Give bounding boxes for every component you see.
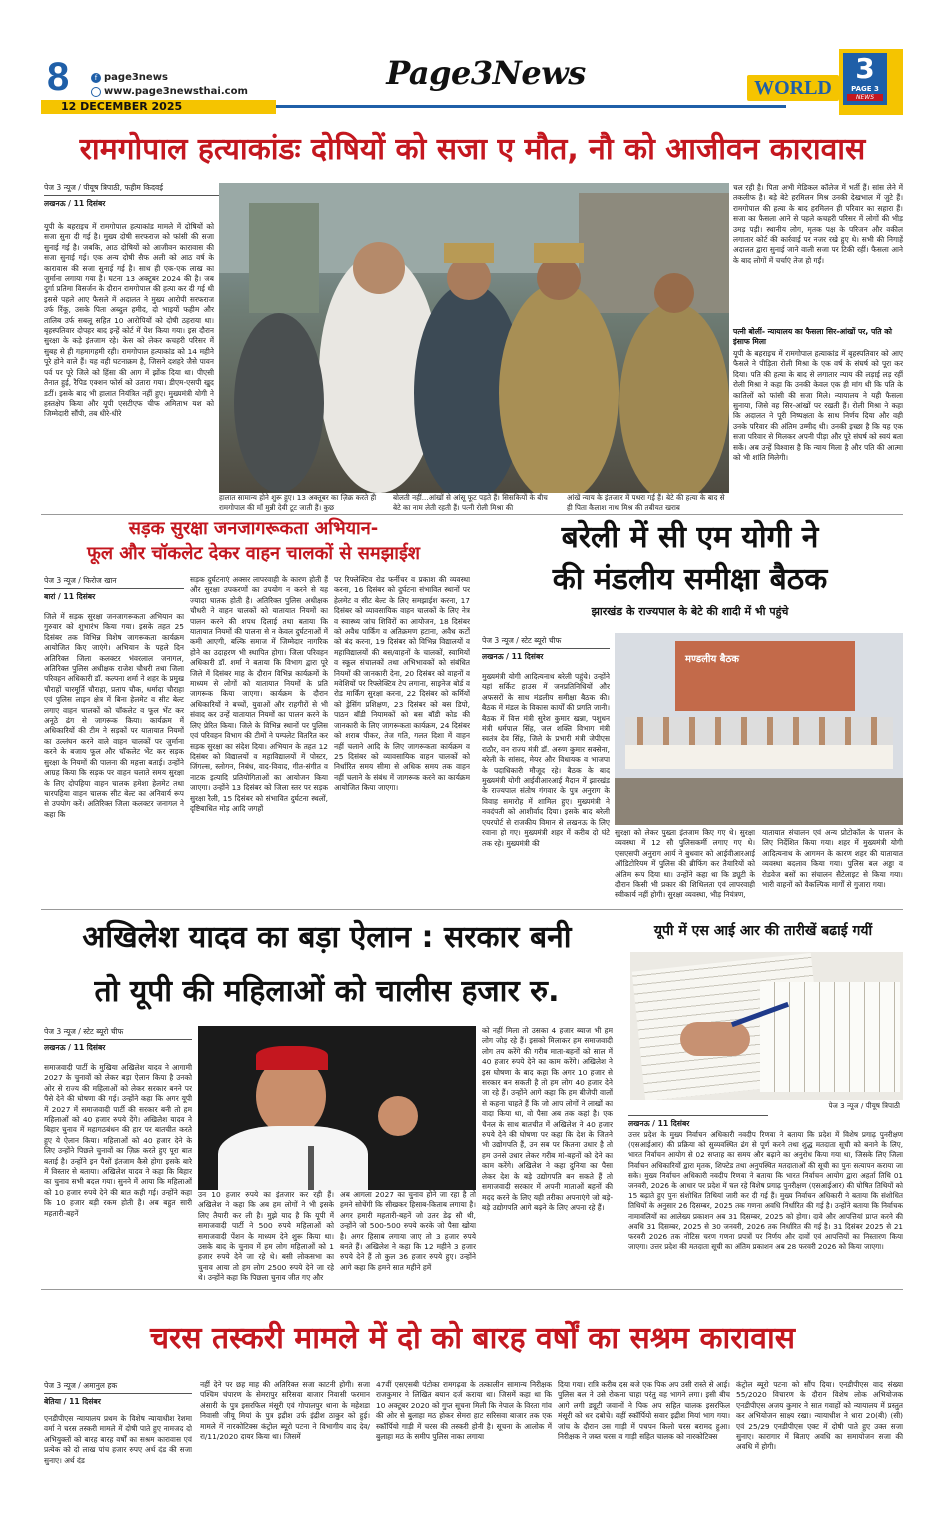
story6-col4: दिया गया। रात्रि करीब दस बजे एक पिक अप उसी रास्ते से आई। पुलिस बल ने उसे रोकना चाहा परंतु वह भागने लगा। इसी बीच आगे लगी ड्यूटी जवानों ने पिक अप सहित चालक इसरफिल मंसूरी को धर दबोचे। वहीं स्कॉर्पियो सवार इद्रीश मियां भाग गया। जांच के दौरान उस गाड़ी में पचपन किलो चरस बरामद हुआ। निरीक्षक ने जब्त चरस व गाड़ी सहित चालक को नारकोटिक्स xyxy=(558,1380,730,1442)
story2-col2: सड़क दुर्घटनाएं अक्सर लापरवाही के कारण होती हैं और सुरक्षा उपकरणों का उपयोग न करने से यह ज्यादा घातक होती है। अतिरिक्त पुलिस अधीक्षक चौधरी ने वाहन चालकों को यातायात नियमों का पालन करने की शपथ दिलाई तथा बताया कि यातायात नियमों की पालना से न केवल दुर्घटनाओं में कमी आएगी, बल्कि समाज में जिम्मेदार नागरिक होने का उदाहरण भी स्थापित होगा। जिला परिवहन अधिकारी डॉ. शर्मा ने बताया कि विभाग द्वारा पूरे जिले में दिसंबर माह के दौरान विभिन्न कार्यक्रमों के माध्यम से लोगों को यातायात नियमों के प्रति जागरूक किया जाएगा। कार्यक्रम के दौरान अधिकारियों ने बच्चों, युवाओं और राहगीरों से भी संवाद कर उन्हें यातायात नियमों का पालन करने के लिए प्रेरित किया। जिले के विभिन्न स्थानों पर पुलिस एवं परिवहन विभाग की टीमों ने पम्पलेट वितरित कर सड़क सुरक्षा का संदेश दिया। अभियान के तहत 12 दिसंबर को विद्यालयों व महाविद्यालयों में पोस्टर, जिंगल्स, स्लोगन, निबंध, वाद-विवाद, गीत-संगीत व नाटक इत्यादि प्रतियोगिताओं का आयोजन किया जाएगा। उन्होंने 13 दिसंबर को जिला स्तर पर सड़क सुरक्षा रैली, 15 दिसंबर को संभावित दुर्घटना स्थलों, दृष्टिबाधित मोड़ आदि जगहों xyxy=(190,575,328,813)
story4-headline-line2[interactable]: तो यूपी की महिलाओं को चालीस हजार रु. xyxy=(94,974,560,1009)
story1-caption-1: हालात सामान्य होने शुरू हुए। 13 अक्तूबर का ज़िक्र करते ही रामगोपाल की माँ मुन्नी देवी टूट जाती हैं। कुछ xyxy=(219,493,377,512)
story1-photo xyxy=(219,183,729,493)
story3-col2: सुरक्षा को लेकर पुख्ता इंतजाम किए गए थे। सुरक्षा व्यवस्था में 12 सौ पुलिसकर्मी लगाए गए थे। एसएसपी अनुराग आर्य ने बुधवार को आईवीआरआई ऑडिटोरियम में पुलिस की ब्रीफिंग कर तैयारियों को अंतिम रूप दिया था। उन्होंने कहा था कि ड्यूटी के दौरान किसी भी प्रकार की शिथिलता एवं लापरवाही स्वीकार्य नहीं होगी। सुरक्षा व्यवस्था, भीड़ नियंत्रण, xyxy=(615,828,755,900)
page-number: 8 xyxy=(47,55,70,99)
story5-headline[interactable]: यूपी में एस आई आर की तारीखें बढाई गयीं xyxy=(653,923,873,939)
story5-dateline: लखनऊ / 11 दिसंबर xyxy=(628,1115,768,1129)
story1-caption-2: बोलती नहीं...आंखों से आंसू फूट पड़ते हैं। सिसकियों के बीच बेटे का नाम लेती रहती हैं। पत्नी रोली मिश्रा की xyxy=(393,493,548,512)
issue-date: 12 DECEMBER 2025 xyxy=(61,100,183,113)
story6-dateline: बेतिया / 11 दिसंबर xyxy=(44,1397,101,1406)
hand xyxy=(680,1022,750,1056)
story6-col5: कंट्रोल ब्यूरो पटना को सौंप दिया। एनडीपीएस वाद संख्या 55/2020 विचारण के दौरान विशेष लोक अभियोजक एनडीपीएस अजय कुमार ने सात गवाहों को न्यायालय में प्रस्तुत कर अभियोजन साक्ष्य रखा। न्यायाधीश ने धारा 20(बी) (सी) एवं 25/29 एनडीपीएस एक्ट में दोषी पाते हुए उक्त सजा सुनाए। कारागार में बिताए अवधि का समायोजन सजा की अवधि में होगी। xyxy=(736,1380,903,1452)
portrait-body xyxy=(218,1126,368,1190)
brand-badge-sub: NEWS xyxy=(847,94,883,101)
portrait-cap xyxy=(256,1046,328,1070)
story4-col4: को नहीं मिला तो उसका 4 हजार ब्याज भी हम लोग जोड़ रहे हैं। इसको मिलाकर हम समाजवादी लोग तय करेंगे की गरीब माता-बहनों को साल में 40 हजार रुपये देने का काम करेंगे। अखिलेश ने इस घोषणा के बाद कहा कि अगर 10 हजार से सरकार बन सकती है तो हम लोग 40 हजार देने जा रहे हैं। उन्होंने आगे कहा कि हम बीजेपी वालों से कहना चाहते हैं कि जो आप लोगों ने लाखों का वादा किया था, वो पैसा अब तक कहां है। एक चैनल के साथ बातचीत में अखिलेश ने 40 हजार रुपये देने की घोषणा पर कहा कि देश के जितने भी उद्योगपति हैं, उन सब पर कितना उधार है तो हम उनसे उधार लेकर गरीब मां-बहनों को देने का काम करेंगे। अखिलेश ने कहा दुनिया का पैसा लेकर देश के बड़े उद्योगपति बन सकते हैं तो समाजवादी सरकार में अपनी माताओं बहनों की मदद करने के लिए यही तरीका अपनाएंगे जो बड़े-बड़े उद्योगपति आगे बढ़ने के लिए अपना रहे हैं। xyxy=(482,1026,613,1212)
story2-col1: जिले में सड़क सुरक्षा जनजागरूकता अभियान का गुरुवार को शुभारंभ किया गया। इसके तहत 25 दिसंबर तक विभिन्न विशेष जागरूकता कार्यक्रम आयोजित किए जाएंगे। अभियान के पहले दिन अतिरिक्त जिला कलक्टर भंवरलाल जनागल, अतिरिक्त पुलिस अधीक्षक राजेश चौधरी तथा जिला परिवहन अधिकारी डॉ. कल्पना शर्मा ने शहर के प्रमुख चौराहों चारमूर्ति चौराहा, प्रताप चौक, धर्मादा चौराहा एवं पुलिस लाइन क्षेत्र में बिना हेलमेट व सीट बेल्ट लगाए वाहन चालकों को चॉकलेट व फूल भेंट कर अनूठे ढंग से जागरूक किया। कार्यक्रम में अधिकारियों की टीम ने सड़कों पर यातायात नियमों का उल्लंघन करने वाले वाहन चालकों पर जुर्माना करने के बजाय फूल और चॉकलेट भेंट कर सड़क सुरक्षा के नियमों की पालना की महत्ता बताई। उन्होंने आग्रह किया कि सड़क पर वाहन चलाते समय सुरक्षा के लिए दोपहिया वाहन चालक हमेशा हेलमेट तथा चारपहिया वाहन चालक सीट बेल्ट का अनिवार्य रूप से उपयोग करें। अतिरिक्त जिला कलक्टर जनागल ने कहा कि xyxy=(44,612,184,819)
story4-photo xyxy=(198,1026,476,1190)
story3-subhead: झारखंड के राज्यपाल के बेटे की शादी में भी पहुंचे xyxy=(591,605,789,618)
story4-headline-line1[interactable]: अखिलेश यादव का बड़ा ऐलान : सरकार बनी xyxy=(82,920,572,955)
site-url[interactable]: www.page3newsthai.com xyxy=(104,86,248,97)
story1-byline-block xyxy=(44,182,219,209)
brand-badge-label: PAGE 3 xyxy=(851,85,879,93)
story6-col3: 47वीं एसएसबी पंटोका रामगढ़वा के तत्कालीन सामान्य निरीक्षक राजकुमार ने लिखित बयान दर्ज कराया था। जिसमें कहा था कि 10 अक्टूबर 2020 को गुप्त सूचना मिली कि नेपाल के विरता गांव की ओर से बुलाहा मठ होकर सेमरा हाट सरिसवा बाजार तक एक स्कॉर्पियो गाड़ी में चरस की तस्करी होनी है। सूचना के आलोक में बुलाहा मठ के समीप पुलिस नाका लगाया xyxy=(376,1380,552,1442)
story4-col3: अब आगला 2027 का चुनाव होने जा रहा है तो हमने सोचेंगी कि सीखकर हिसाब-किताब लगाया है। अगर हमारी महतारी-बहनें जो उतर डेढ़ सौ थी, उन्होंने जो 500-500 रुपये करके जो पैसा खोया है। अगर हिसाब लगाया जाए तो 3 हजार रुपये बनते हैं। अखिलेश ने कहा कि 12 महीने 3 हजार रुपये देने हैं तो कुल 36 हजार रुपये हुए। उन्होंने आगे कहा कि हमने सात महीने हमें xyxy=(340,1190,476,1272)
story3-photo xyxy=(615,633,903,825)
story2-byline: पेज 3 न्यूज / फिरोज खान xyxy=(44,576,117,585)
divider xyxy=(41,514,903,515)
story1-byline: पेज 3 न्यूज / पीयूष त्रिपाठी, फहीम किदवई xyxy=(44,183,163,192)
story4-col1: समाजवादी पार्टी के मुखिया अखिलेश यादव ने आगामी 2027 के चुनावों को लेकर बड़ा ऐलान किया है उनको ओर से राज्य की महिलाओं को लेकर सरकार बनने पर पैसे देने की घोषणा की गई। उन्होंने कहा कि अगर यूपी में 2027 में समाजवादी पार्टी की सरकार बनी तो हम महिलाओं को 40 हजार रुपये देंगे। अखिलेश यादव ने बिहार चुनाव में महागठबंधन की हार पर बातचीत करते हुए ये ऐलान किया। महिलाओं को 40 हजार देने के लिए उन्होंने पिछले चुनावों का ज़िक्र करते हुए पूरा बात बताई है। उन्होंने इन पैसों इंतजाम कैसे होगा इसके बारे में विस्तार से बताया। अखिलेश यादव ने कहा कि बिहार का चुनाव सभी बदल गया। सुनने में आया कि महिलाओं को 10 हजार रुपये देने की बात कही गई। उन्होंने कहा कि 10 हजार बड़ी रकम होती है। अब बहुत सारी महतारी-बहनें xyxy=(44,1063,192,1218)
story5-photo xyxy=(630,952,903,1100)
story1-caption-3: आंखें न्याय के इंतजार में पथरा गई हैं। बेटे की हत्या के बाद से ही पिता कैलाश नाथ मिश्र की तबीयत खराब xyxy=(567,493,725,512)
story3-byline-block xyxy=(482,635,610,662)
portrait-hand xyxy=(378,1096,418,1136)
story4-dateline: लखनऊ / 11 दिसंबर xyxy=(44,1043,106,1052)
social-icon: f xyxy=(91,73,101,83)
meeting-banner-text: मण्डलीय बैठक xyxy=(685,654,739,665)
story2-dateline: बारां / 11 दिसंबर xyxy=(44,592,96,601)
story3-col3: यातायात संचालन एवं अन्य प्रोटोकॉल के पालन के लिए निर्देशित किया गया। शहर में मुख्यमंत्री योगी आदित्यनाथ के आगमन के कारण शहर की यातायात व्यवस्था बदलाव किया गया। पुलिस बल अड्डा व रोडवेज बसों का संचालन सैटेलाइट से किया गया। भारी वाहनों को वैकल्पिक मार्गों से गुजारा गया। xyxy=(762,828,903,890)
story4-byline: पेज 3 न्यूज / स्टेट ब्यूरो चीफ xyxy=(44,1027,124,1036)
story6-col1: एनडीपीएस न्यायालय प्रथम के विशेष न्यायाधीश रेशमा वर्मा ने चरस तस्करी मामले में दोषी पाते हुए नामजद दो अभियुक्तों को बारह बारह वर्षों का सश्रम कारावास एवं प्रत्येक को दो लाख पांच हजार रुपए अर्थ दंड की सजा सुनाए। अर्थ दंड xyxy=(44,1414,192,1465)
story4-byline-block xyxy=(44,1026,192,1053)
story1-headline[interactable]: रामगोपाल हत्याकांडः दोषियों को सजा ए मौत, नौ को आजीवन कारावास xyxy=(79,132,866,167)
story2-col3: पर रिफ्लेक्टिव रोड फर्नीचर व प्रकाश की व्यवस्था करना, 16 दिसंबर को दुर्घटना संभावित स्थानों पर हेलमेट व सीट बेल्ट के लिए समझाईश करना, 17 दिसंबर को व्यावसायिक वाहन चालकों के लिए नेत्र व स्वास्थ्य जांच शिविरों का आयोजन, 18 दिसंबर को अवैध पार्किंग व अतिक्रमण हटाना, अवैध कटों को बंद करना, 19 दिसंबर को विभिन्न विद्यालयों व महाविद्यालयों की बस/वाहनों के चालकों, स्वामियों व स्कूल संचालकों तथा अभिभावकों को संबंधित नियमों की जानकारी देना, 20 दिसंबर को वाहनों व मवेशियों पर रिफ्लेक्टिव टेप लगाना, साइनेज बोर्ड व रोड मार्किंग सुरक्षा करना, 22 दिसंबर को कर्मियों को ड्रेसिंग प्रशिक्षण, 23 दिसंबर को बस डिपो, पाठन बॉडी नियामकों को बस बॉडी कोड की जानकारी के लिए जागरूकता कार्यक्रम, 24 दिसंबर को शराब पीकर, तेज गति, गलत दिशा में वाहन नहीं चलाने आदि के लिए जागरूकता कार्यक्रम व 25 दिसंबर को व्यावसायिक वाहन चालकों को निर्धारित समय सीमा से अधिक समय तक वाहन नहीं चलाने के संबंध में जागरूक करने का कार्यक्रम आयोजित किया जाएगा। xyxy=(334,575,470,793)
story1-col3b: यूपी के बहराइच में रामगोपाल हत्याकांड में बृहस्पतिवार को आए फैसले ने पीड़िता रोली मिश्रा के एक वर्ष के संघर्ष को पूरा कर दिया। पति की हत्या के बाद से लगातार न्याय की लड़ाई लड़ रहीं रोली मिश्रा ने कहा कि उनकी केवल एक ही मांग थी कि पति के कातिलों को फांसी की सजा मिले। न्यायालय ने यही फैसला सुनाया, जिसे वह सिर-आंखों पर रखती हैं। रोली मिश्रा ने कहा कि अदालत ने पूरी निष्पक्षता के साथ निर्णय दिया और वही उनके परिवार की अंतिम उम्मीद थी। उनकी इच्छा है कि यह एक सजा परिवार से मिलकर अपनी पीड़ा और पूरे संघर्ष को स्वयं बता सकें। अब उन्हें विश्वास है कि न्याय मिला है और पति की आत्मा को भी शांति मिलेगी। xyxy=(733,349,903,463)
masthead xyxy=(41,49,903,115)
story6-byline: पेज 3 न्यूज / अमानुल हक xyxy=(44,1381,118,1390)
meeting-audience xyxy=(615,778,903,825)
brand-badge xyxy=(839,49,903,115)
meeting-table xyxy=(625,743,893,769)
masthead-rule xyxy=(276,105,786,108)
divider xyxy=(41,1289,903,1290)
brand-number: 3 xyxy=(855,52,875,85)
story5-body: उत्तर प्रदेश के मुख्य निर्वाचन अधिकारी नवदीप रिणवा ने बताया कि प्रदेश में विशेष प्रगाढ़ पुनरीक्षण (एसआईआर) की प्रक्रिया को सुव्यवस्थित ढंग से पूर्ण करने तथा शुद्ध मतदाता सूची को बनाने के लिए, भारत निर्वाचन आयोग से 02 सप्ताह का समय और बढ़ाने का अनुरोध किया गया था, जिसके लिए जिला निर्वाचन अधिकारियों द्वारा मृतक, शिफ्टेड तथा अनुपस्थित मतदाताओं की सूची का पुनः सत्यापन कराया जा सके। मुख्य निर्वाचन अधिकारी नवदीप रिणवा ने बताया कि भारत निर्वाचन आयोग द्वारा अहर्ता तिथि 01 जनवरी, 2026 के आधार पर प्रदेश में चल रहे विशेष प्रगाढ़ पुनरीक्षण (एसआईआर) की घोषित तिथियों को 15 बढ़ाते हुए पुनः संशोधित तिथियां जारी कर दी गई हैं। मुख्य निर्वाचन अधिकारी ने बताया कि संशोधित तिथियों के अनुसार 26 दिसम्बर, 2025 तक गणना अवधि निर्धारित की गई है। उन्होंने बताया कि निर्वाचक नामावलियों का आलेख्य प्रकाशन अब 31 दिसम्बर, 2025 को होगा। दावे और आपत्तियां प्राप्त करने की अवधि 31 दिसम्बर, 2025 से 30 जनवरी, 2026 तक निर्धारित की गई है। 31 दिसंबर 2025 से 21 फरवरी 2026 तक नोटिस चरण गणना प्रपत्रों पर निर्णय और दावों एवं आपत्तियों का निस्तारण किया जाएगा। उत्तर प्रदेश की मतदाता सूची का अंतिम प्रकाशन अब 28 फरवरी 2026 को किया जाएगा। xyxy=(628,1130,903,1252)
story5-photo-credit: पेज 3 न्यूज / पीयूष त्रिपाठी xyxy=(828,1101,900,1110)
masthead-logo: Page3News xyxy=(386,54,586,92)
voter-form-sheet xyxy=(760,982,900,1092)
story1-dateline: लखनऊ / 11 दिसंबर xyxy=(44,199,106,208)
story1-col3: चल रही है। पिता अभी मेडिकल कॉलेज में भर्ती हैं। सांस लेने में तकलीफ है। बड़े बेटे हरमिलन मिश्र उनकी देखभाल में जुटे हैं। रामगोपाल की हत्या के बाद हरमिलन ही परिवार का सहारा हैं। सजा का फैसला आने से पहले कचहरी परिसर में लोगों की भीड़ उमड़ पड़ी। स्थानीय लोग, मृतक पक्ष के परिजन और वकील लगातार कोर्ट की कार्रवाई पर नजर रखे हुए थे। सभी की निगाहें अदालत द्वारा सुनाई जाने वाली सजा पर टिकी रहीं। फैसला आने के बाद लोगों में चर्चाएं तेज हो गईं। xyxy=(733,183,903,265)
story1-col1: यूपी के बहराइच में रामगोपाल हत्याकांड मामले में दोषियों को सजा सुना दी गई है। मुख्य दोषी सरफराज को फांसी की सजा सुनाई गई है। जबकि, आठ दोषियों को आजीवन कारावास की सजा सुनाई गई। एक अन्य दोषी सैफ अली को आठ वर्ष के कारावास की सजा सुनाई गई है। साथ ही एक-एक लाख का जुर्माना लगाया गया है। घटना 13 अक्टूबर 2024 की है। जब दुर्गा प्रतिमा विसर्जन के दौरान रामगोपाल की हत्या कर दी गई थी इससे पहले आए फैसले में अदालत ने मुख्य आरोपी सरफराज उर्फ रिंकू, उसके पिता अब्दुल हमीद, दो भाइयों फहीम और तालिब उर्फ सबलू सहित 10 आरोपियों को दोषी ठहराया था। बृहस्पतिवार दोपहर बाद इन्हें कोर्ट में पेश किया गया। इस दौरान सुरक्षा के कड़े इंतजाम रहे। केस को लेकर कचहरी परिसर में सुबह से ही गहमागहमी रही। रामगोपाल हत्याकांड को 14 महीने पूरे होने वाले हैं। यह वही घटनाक्रम है, जिसने दशहरे जैसे पावन पर्व पर पूरे जिले को हिंसा की आग में झोंक दिया था। पीएसी तैनात हुई, रैपिड एक्शन फोर्स को उतारा गया। डीएम-एसपी खुद डटीं। इसके बाद भी हालात नियंत्रित नहीं हुए। मुख्यमंत्री योगी ने हस्तक्षेप किया और यूपी एसटीएफ चीफ अमिताभ यश को जिम्मेदारी सौंपी, तब धीरे-धीरे xyxy=(44,222,214,419)
meeting-attendees xyxy=(625,717,893,745)
story4-col2: उन 10 हजार रुपये का इंतजार कर रही हैं। अखिलेश ने कहा कि अब हम लोगों ने भी इसके लिए तैयारी कर ली है। मुझे याद है कि यूपी में समाजवादी पार्टी ने 500 रुपये महिलाओं को समाजवादी पेंशन के माध्यम देने शुरू किया था। उसके बाद के चुनाव में हम लोग महिलाओं को 1 हजार रुपये देने जा रहे थे। बसी लोकसभा का चुनाव आया तो हम लोग 2500 रुपये देने जा रहे थे। उन्होंने कहा कि पिछला चुनाव जीत गए और xyxy=(198,1190,334,1283)
story2-headline-line2[interactable]: फूल और चॉकलेट देकर वाहन चालकों से समझाईश xyxy=(86,543,421,564)
brand-badge-inner xyxy=(843,53,887,105)
portrait-mic xyxy=(308,1146,314,1190)
globe-icon xyxy=(91,87,101,97)
story3-dateline: लखनऊ / 11 दिसंबर xyxy=(482,652,544,661)
story2-byline-block xyxy=(44,575,184,602)
site-name[interactable]: page3news xyxy=(104,72,168,83)
story3-headline-line2[interactable]: की मंडलीय समीक्षा बैठक xyxy=(552,562,828,597)
story6-byline-block xyxy=(44,1380,192,1407)
divider xyxy=(41,909,903,910)
story3-byline: पेज 3 न्यूज / स्टेट ब्यूरो चीफ xyxy=(482,636,562,645)
section-label: WORLD xyxy=(754,77,832,99)
story6-col2: नहीं देने पर छह माह की अतिरिक्त सजा काटनी होगी। सजा पश्चिम चंपारण के सेमरापुर सरिसवा बाजार निवासी फरमान अंसारी के पुत्र इसरफिल मंसूरी एवं गोपालपुर थाना के महेशडा निवासी जीयू मियां के पुत्र इद्रीश उर्फ इंद्रीश ठाकुर को हुई। मामले में नारकोटिक्स कंट्रोल ब्यूरो पटना ने विभागीय वाद देव/रा/11/2020 दायर किया था। जिसमें xyxy=(200,1380,370,1442)
story2-headline-line1[interactable]: सड़क सुरक्षा जनजागरूकता अभियान- xyxy=(128,518,379,539)
story3-headline-line1[interactable]: बरेली में सी एम योगी ने xyxy=(561,520,819,555)
court-crowd-illustration xyxy=(219,183,729,493)
story3-col1: मुख्यमंत्री योगी आदित्यनाथ बरेली पहुंचे। उन्होंने यहां सर्किट हाउस में जनप्रतिनिधियों और अफसरों के साथ मंडलीय समीक्षा बैठक की। बैठक में मंडल के विकास कार्यों की प्रगति जानी। बैठक में वित्त मंत्री सुरेश कुमार खन्ना, पशुधन मंत्री धर्मपाल सिंह, जल शक्ति विभाग मंत्री स्वतंत्र देव सिंह, जिले के प्रभारी मंत्री जेपीएस राठौर, वन राज्य मंत्री डॉ. अरुण कुमार सक्सेना, बरेली के सांसद, मेयर और विधायक व भाजपा के पदाधिकारी मौजूद रहे। बैठक के बाद मुख्यमंत्री योगी आईवीआरआई मैदान में झारखंड के राज्यपाल संतोष गंगवार के पुत्र अनुराग के विवाह समारोह में शामिल हुए। मुख्यमंत्री ने नवदंपती को आशीर्वाद दिया। इसके बाद बरेली एयरपोर्ट से राजकीय विमान से लखनऊ के लिए रवाना हो गए। मुख्यमंत्री शहर में करीब दो घंटे तक रहे। मुख्यमंत्री की xyxy=(482,672,610,848)
story6-headline[interactable]: चरस तस्करी मामले में दो को बारह वर्षों का सश्रम कारावास xyxy=(149,1321,796,1356)
story1-subhead: पत्नी बोलीं- न्यायालय का फैसला सिर-आंखों पर, पति को इंसाफ मिला xyxy=(733,327,892,347)
